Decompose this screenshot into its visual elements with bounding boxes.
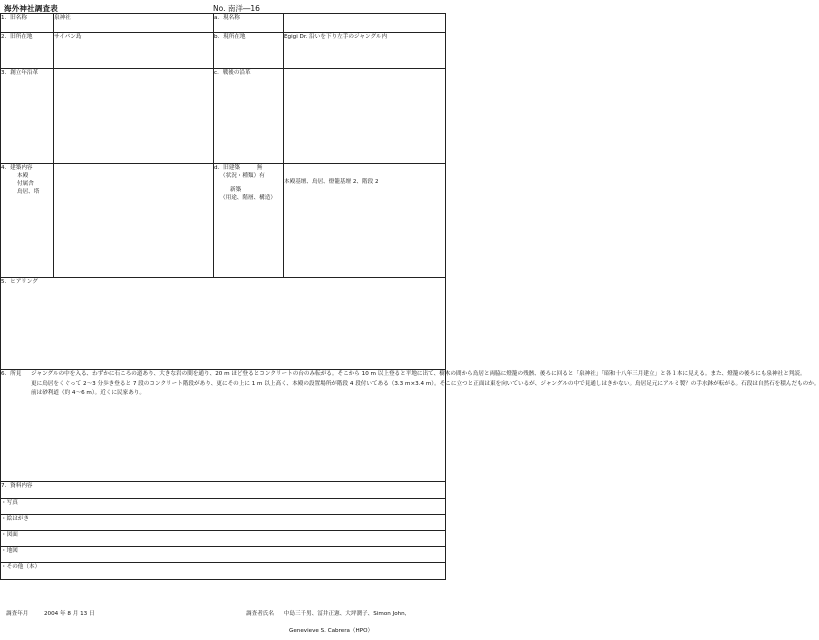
old-building-line2: （状況・種類）有 <box>220 173 265 180</box>
building-contents-value <box>54 164 214 278</box>
materials-item-photo: ・写真 <box>1 499 446 515</box>
surveyor-label-text: 調査者氏名 <box>246 611 274 617</box>
form-title: 海外神社調査表 <box>4 4 58 13</box>
new-building-usage: （用途、階層、構造） <box>220 195 276 202</box>
surveyor-names-continued: Genevieve S. Cabrera（HPO） <box>289 628 374 634</box>
observation-paragraph: ジャングルの中を入る、わずかに石ころの道あり、大きな岩の間を通り、20 m ほど登るとコンクリートの台のみ転がる。そこから 10 m 以上登ると平地に出て、樹木の間から鳥居と両脇に燈籠の残骸、後ろに回ると「泉神社」「昭和十八年三月建立」と各１本に見える。また、燈籠の後ろにも泉神社と判読。 <box>31 371 806 378</box>
old-building-line1: d．旧建築 無 <box>214 165 263 171</box>
old-name-label: 1．旧名称 <box>1 14 54 33</box>
building-sub-torii: 鳥居、塔 <box>17 189 40 196</box>
survey-table <box>0 13 819 580</box>
old-location-value: サイパン島 <box>54 33 214 69</box>
survey-date-label: 調査年月 <box>6 611 29 617</box>
surveyor-names: 中島三千男、冨井正憲、大坪潤子、Simon John, <box>283 611 407 617</box>
current-location-label: b．現所在地 <box>214 33 284 69</box>
observations-label: 6．所見 <box>1 371 22 377</box>
row-materials-photo <box>1 499 446 515</box>
hearing-label: 5．ヒアリング <box>1 278 446 370</box>
old-building-value: 本殿基壇、鳥居、燈籠基壇 2、階段 2 <box>284 164 446 278</box>
observation-paragraph: 前は砂利道（約 4〜6 m）。近くに民家あり。 <box>31 390 146 397</box>
old-location-label: 2．旧所在地 <box>1 33 54 69</box>
row-location <box>1 33 446 69</box>
current-location-value: Egigi Dr. 沿いを下り左手のジャングル内 <box>284 33 446 69</box>
new-building-line: 新築 <box>230 187 242 194</box>
current-name-label: a．現名称 <box>214 14 284 33</box>
row-materials-map <box>1 547 446 563</box>
row-hearing <box>1 278 446 370</box>
building-contents-title: 4．建築内容 <box>1 165 33 171</box>
old-building-label <box>214 164 284 278</box>
observation-paragraph: 更に鳥居をくぐって 2〜3 分歩き登ると 7 段のコンクリート階段があり、更にその上に 1 m 以上高く、本殿の設置場所が階段 4 段付いてある（3.3 m×3.4 m）。そこに立つと正面は東を向いているが、ジャングルの中で見通しはきかない。鳥居足元にアルミ製？の手水鉢が転がる。石段は自然石を積んだものか。 <box>31 380 819 387</box>
old-name-value: 泉神社 <box>54 14 214 33</box>
survey-date-value: 2004 年 8 月 13 日 <box>44 611 95 617</box>
row-old-name <box>1 14 446 33</box>
materials-item-postcard: ・絵はがき <box>1 515 446 531</box>
observations-cell <box>1 370 819 482</box>
materials-item-other: ・その他（本） <box>1 563 446 580</box>
surveyor-label <box>246 609 407 617</box>
document-number: No. 南洋―16 <box>213 4 260 13</box>
current-name-value <box>284 14 446 33</box>
row-materials-drawing <box>1 531 446 547</box>
building-contents-label <box>1 164 54 278</box>
materials-item-drawing: ・図面 <box>1 531 446 547</box>
building-sub-main-hall: 本殿 <box>17 173 29 180</box>
row-buildings <box>1 164 446 278</box>
row-materials-postcard <box>1 515 446 531</box>
materials-label: 7．資料内容 <box>1 482 446 499</box>
row-history <box>1 69 446 164</box>
postwar-history-value <box>284 69 446 164</box>
founding-history-value <box>54 69 214 164</box>
row-observations <box>1 370 446 482</box>
building-sub-annex: 付属舎 <box>17 181 34 188</box>
materials-item-map: ・地図 <box>1 547 446 563</box>
postwar-history-label: c．戦後の沿革 <box>214 69 284 164</box>
row-materials-other <box>1 563 446 580</box>
founding-history-label: 3．創立年沿革 <box>1 69 54 164</box>
row-materials-header <box>1 482 446 499</box>
